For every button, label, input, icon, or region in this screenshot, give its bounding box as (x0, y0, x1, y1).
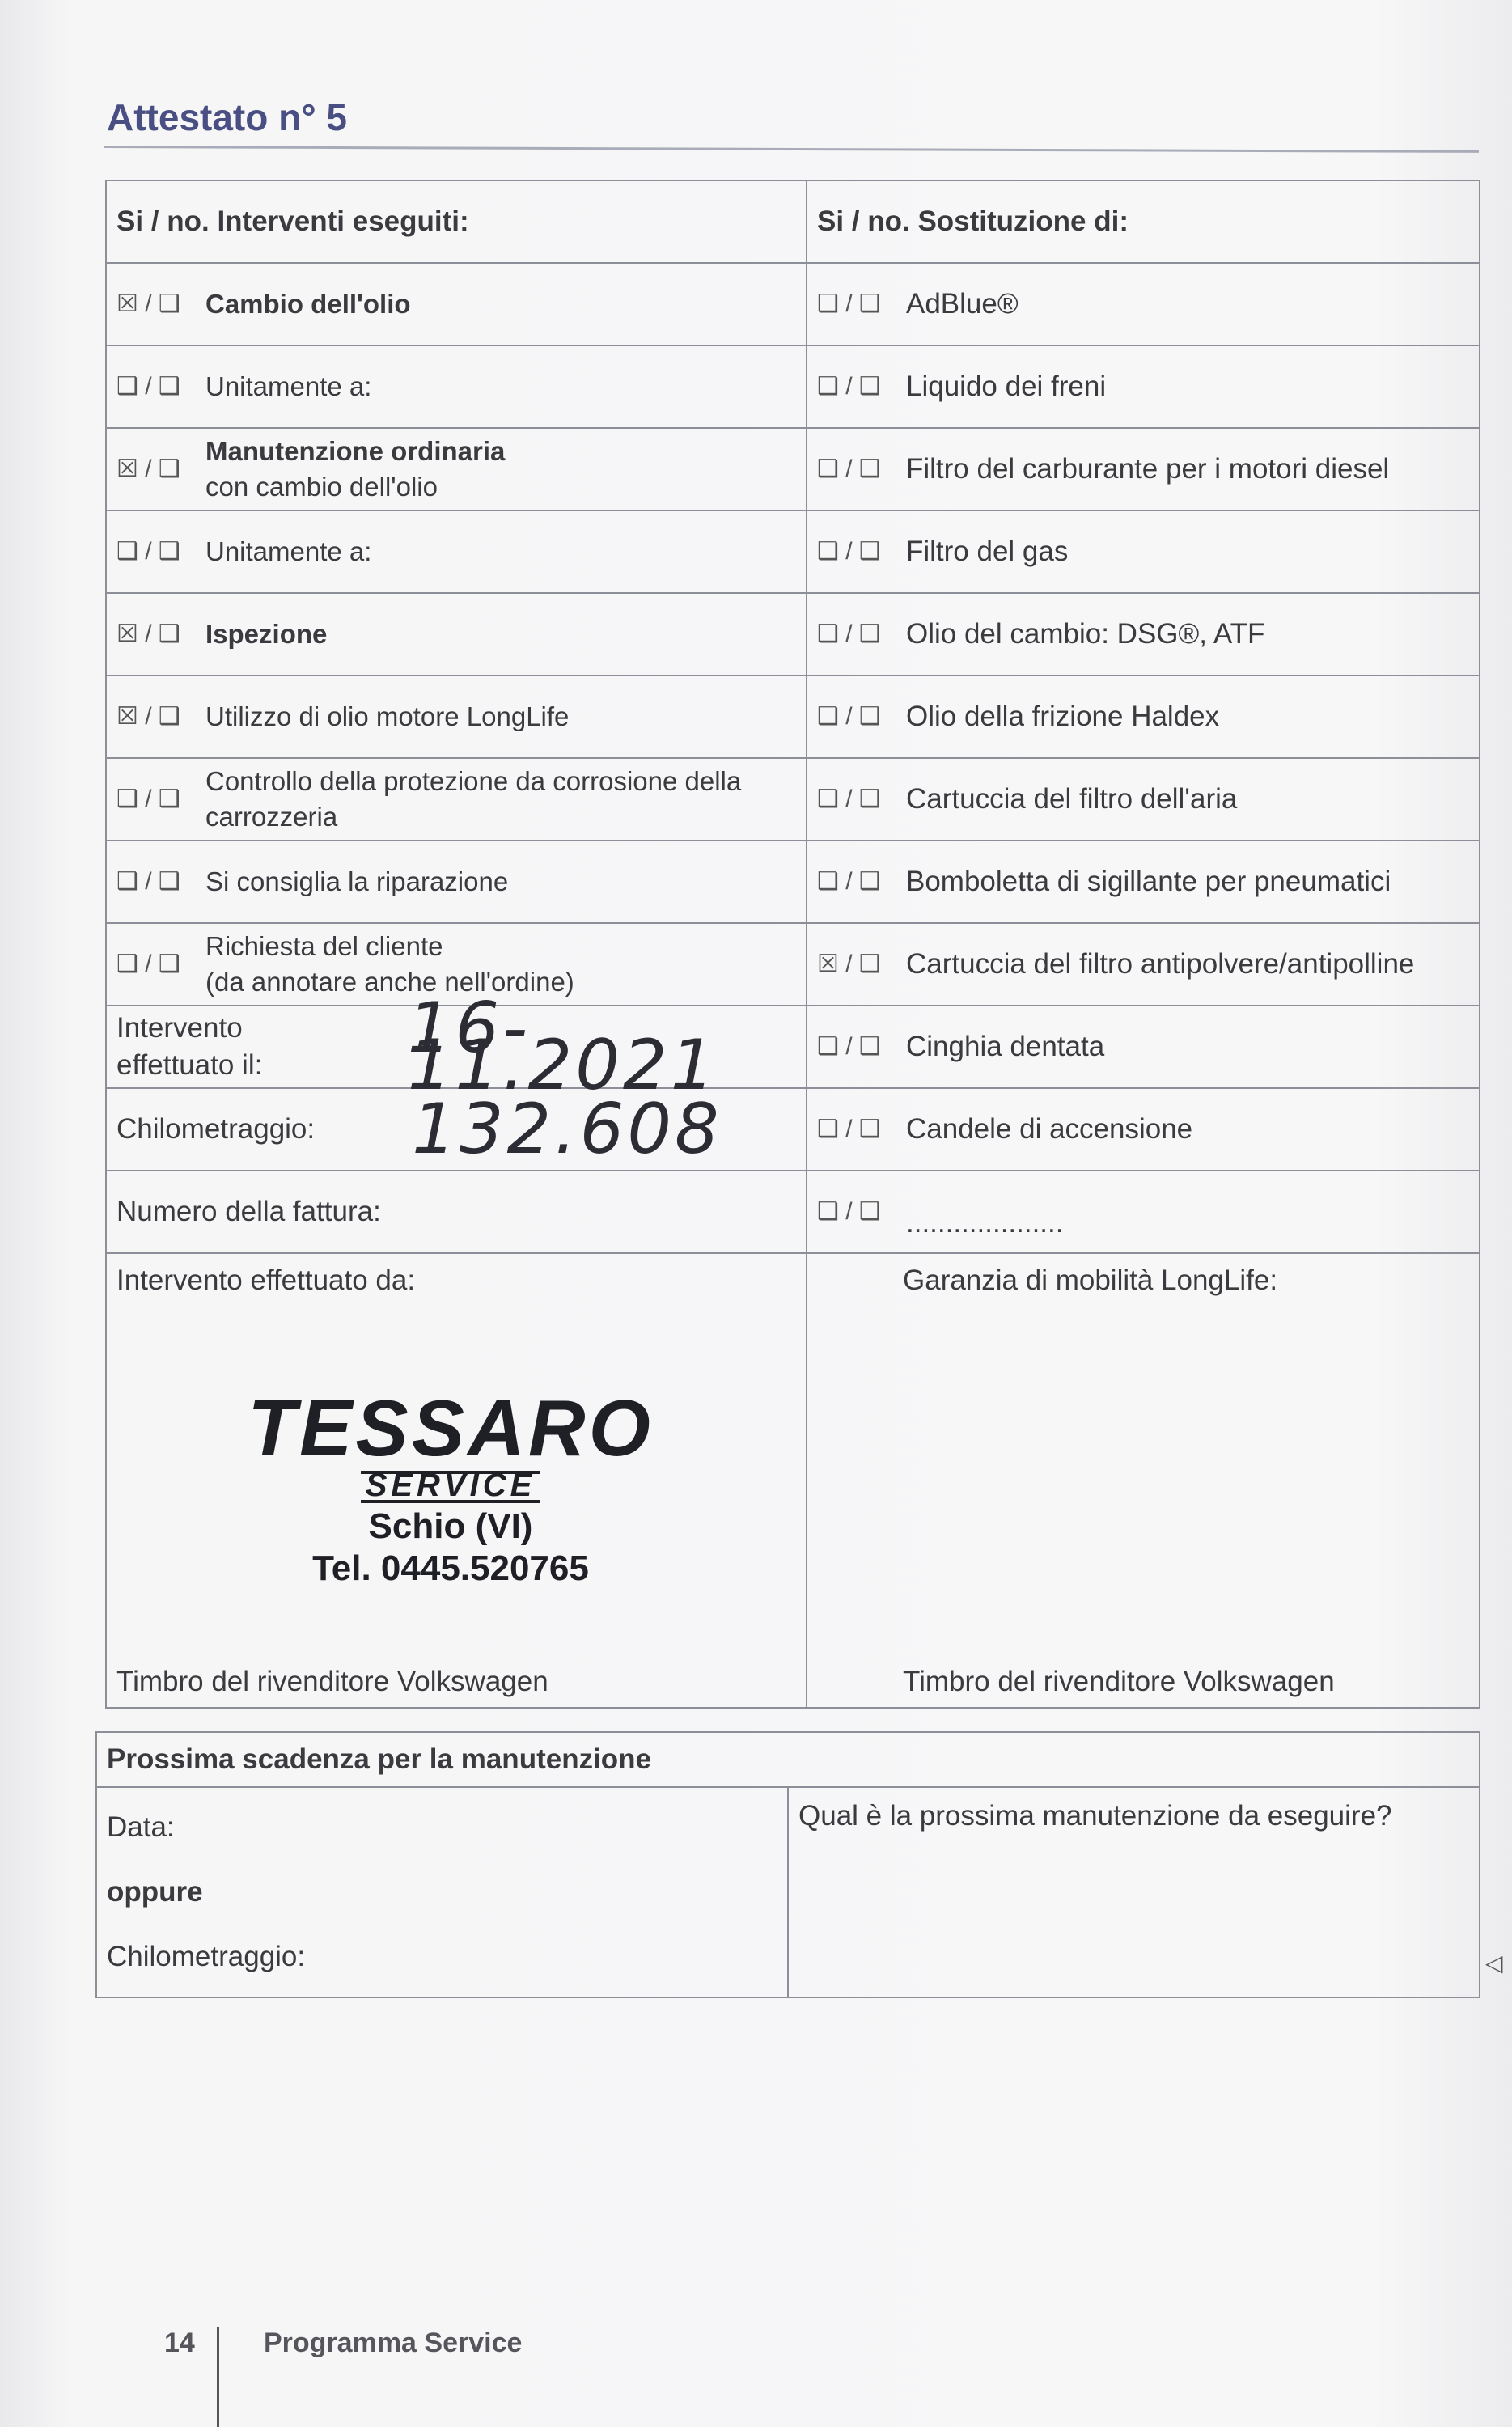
replacement-label: Olio del cambio: DSG®, ATF (906, 618, 1265, 650)
page-number: 14 (164, 2327, 195, 2358)
stamp-label-right: Timbro del rivenditore Volkswagen (903, 1666, 1335, 1697)
checkbox-pair[interactable]: ❑ / ❑ (817, 290, 881, 317)
service-date-label: Intervento effettuato il: (116, 1012, 263, 1081)
table-row (106, 758, 1480, 841)
next-date-label: Data: (107, 1811, 175, 1843)
invoice-label: Numero della fattura: (116, 1196, 381, 1227)
service-item-label: Si consiglia la riparazione (205, 866, 509, 896)
service-item-label: Cambio dell'olio (205, 289, 411, 319)
other-replacement-field[interactable]: .................... (906, 1207, 1064, 1239)
performed-by-label: Intervento effettuato da: (116, 1264, 416, 1296)
checkbox-pair[interactable]: ☒ / ❑ (817, 951, 881, 977)
checkbox-pair[interactable]: ❑ / ❑ (817, 1198, 881, 1225)
table-row (106, 510, 1480, 593)
next-maintenance-title: Prossima scadenza per la manutenzione (96, 1732, 1480, 1787)
stamp-subtitle: SERVICE (361, 1471, 541, 1503)
service-item-sublabel: con cambio dell'olio (205, 472, 438, 502)
next-maintenance-table (95, 1731, 1480, 1998)
or-label: oppure (107, 1876, 203, 1908)
replacement-label: Cinghia dentata (906, 1031, 1105, 1062)
mileage-row (106, 1088, 1480, 1171)
table-header (106, 180, 1480, 263)
replacement-label: Liquido dei freni (906, 371, 1107, 402)
stamp-city: Schio (VI) (368, 1506, 533, 1546)
table-row (106, 841, 1480, 923)
title-divider (104, 146, 1479, 153)
checkbox-pair[interactable]: ❑ / ❑ (116, 786, 180, 812)
checkbox-pair[interactable]: ❑ / ❑ (817, 373, 881, 400)
stamp-label-left: Timbro del rivenditore Volkswagen (116, 1666, 548, 1697)
service-rows (106, 263, 1480, 1006)
checkbox-pair[interactable]: ❑ / ❑ (817, 538, 881, 565)
footer-divider (217, 2327, 219, 2427)
service-item-label: Unitamente a: (205, 536, 372, 566)
replacement-label: Cartuccia del filtro antipolvere/antipolline (906, 948, 1415, 980)
mileage-value[interactable]: 132.608 (412, 1089, 722, 1170)
checkbox-pair[interactable]: ❑ / ❑ (817, 1033, 881, 1060)
replacement-label: AdBlue® (906, 288, 1019, 320)
stamp-logo: TESSARO (248, 1383, 654, 1472)
checkbox-pair[interactable]: ❑ / ❑ (817, 621, 881, 647)
checkbox-pair[interactable]: ☒ / ❑ (116, 455, 180, 482)
checkbox-pair[interactable]: ❑ / ❑ (817, 703, 881, 730)
table-row (106, 676, 1480, 758)
triangle-left-icon: ◁ (1485, 1950, 1503, 1976)
checkbox-pair[interactable]: ❑ / ❑ (817, 1116, 881, 1142)
checkbox-pair[interactable]: ❑ / ❑ (817, 786, 881, 812)
performed-by-row (106, 1253, 1480, 1708)
dealer-stamp-area (106, 1253, 807, 1708)
certificate-table (105, 180, 1480, 1709)
service-item-sublabel: carrozzeria (205, 802, 338, 832)
checkbox-pair[interactable]: ❑ / ❑ (817, 455, 881, 482)
checkbox-pair[interactable]: ☒ / ❑ (116, 621, 180, 647)
header-right: Si / no. Sostituzione di: (807, 180, 1480, 263)
service-item-label: Controllo della protezione da corrosione della (205, 766, 742, 796)
mobility-guarantee-label: Garanzia di mobilità LongLife: (903, 1264, 1278, 1296)
service-item-label: Unitamente a: (205, 371, 372, 401)
checkbox-pair[interactable]: ❑ / ❑ (116, 373, 180, 400)
mileage-label: Chilometraggio: (116, 1113, 316, 1145)
table-row (106, 345, 1480, 428)
dealer-stamp (224, 1383, 677, 1590)
table-row (106, 923, 1480, 1006)
header-left: Si / no. Interventi eseguiti: (106, 180, 807, 263)
service-item-label: Utilizzo di olio motore LongLife (205, 701, 570, 731)
footer-section: Programma Service (264, 2327, 523, 2358)
next-mileage-label: Chilometraggio: (107, 1941, 306, 1972)
checkbox-pair[interactable]: ❑ / ❑ (116, 951, 180, 977)
replacement-label: Candele di accensione (906, 1113, 1193, 1145)
replacement-label: Filtro del carburante per i motori diesel (906, 453, 1390, 485)
service-item-label: Ispezione (205, 619, 328, 649)
replacement-label: Bomboletta di sigillante per pneumatici (906, 866, 1391, 897)
checkbox-pair[interactable]: ☒ / ❑ (116, 703, 180, 730)
mobility-stamp-area (807, 1253, 1480, 1708)
next-maintenance-question: Qual è la prossima manutenzione da eseguire? (798, 1800, 1392, 1832)
checkbox-pair[interactable]: ☒ / ❑ (116, 290, 180, 317)
checkbox-pair[interactable]: ❑ / ❑ (116, 538, 180, 565)
service-item-label: Manutenzione ordinaria (205, 436, 506, 466)
service-item-sublabel: (da annotare anche nell'ordine) (205, 967, 574, 997)
stamp-phone: Tel. 0445.520765 (312, 1548, 589, 1588)
table-row (106, 263, 1480, 345)
service-date-value[interactable]: 16-11.2021 (407, 988, 718, 1106)
checkbox-pair[interactable]: ❑ / ❑ (817, 868, 881, 895)
invoice-row (106, 1171, 1480, 1253)
replacement-label: Filtro del gas (906, 536, 1069, 567)
replacement-label: Olio della frizione Haldex (906, 701, 1220, 732)
replacement-label: Cartuccia del filtro dell'aria (906, 783, 1238, 815)
service-date-row (106, 1006, 1480, 1088)
page-title: Attestato n° 5 (107, 96, 347, 138)
table-row (106, 428, 1480, 510)
table-row (106, 593, 1480, 676)
checkbox-pair[interactable]: ❑ / ❑ (116, 868, 180, 895)
service-item-label: Richiesta del cliente (205, 931, 443, 961)
